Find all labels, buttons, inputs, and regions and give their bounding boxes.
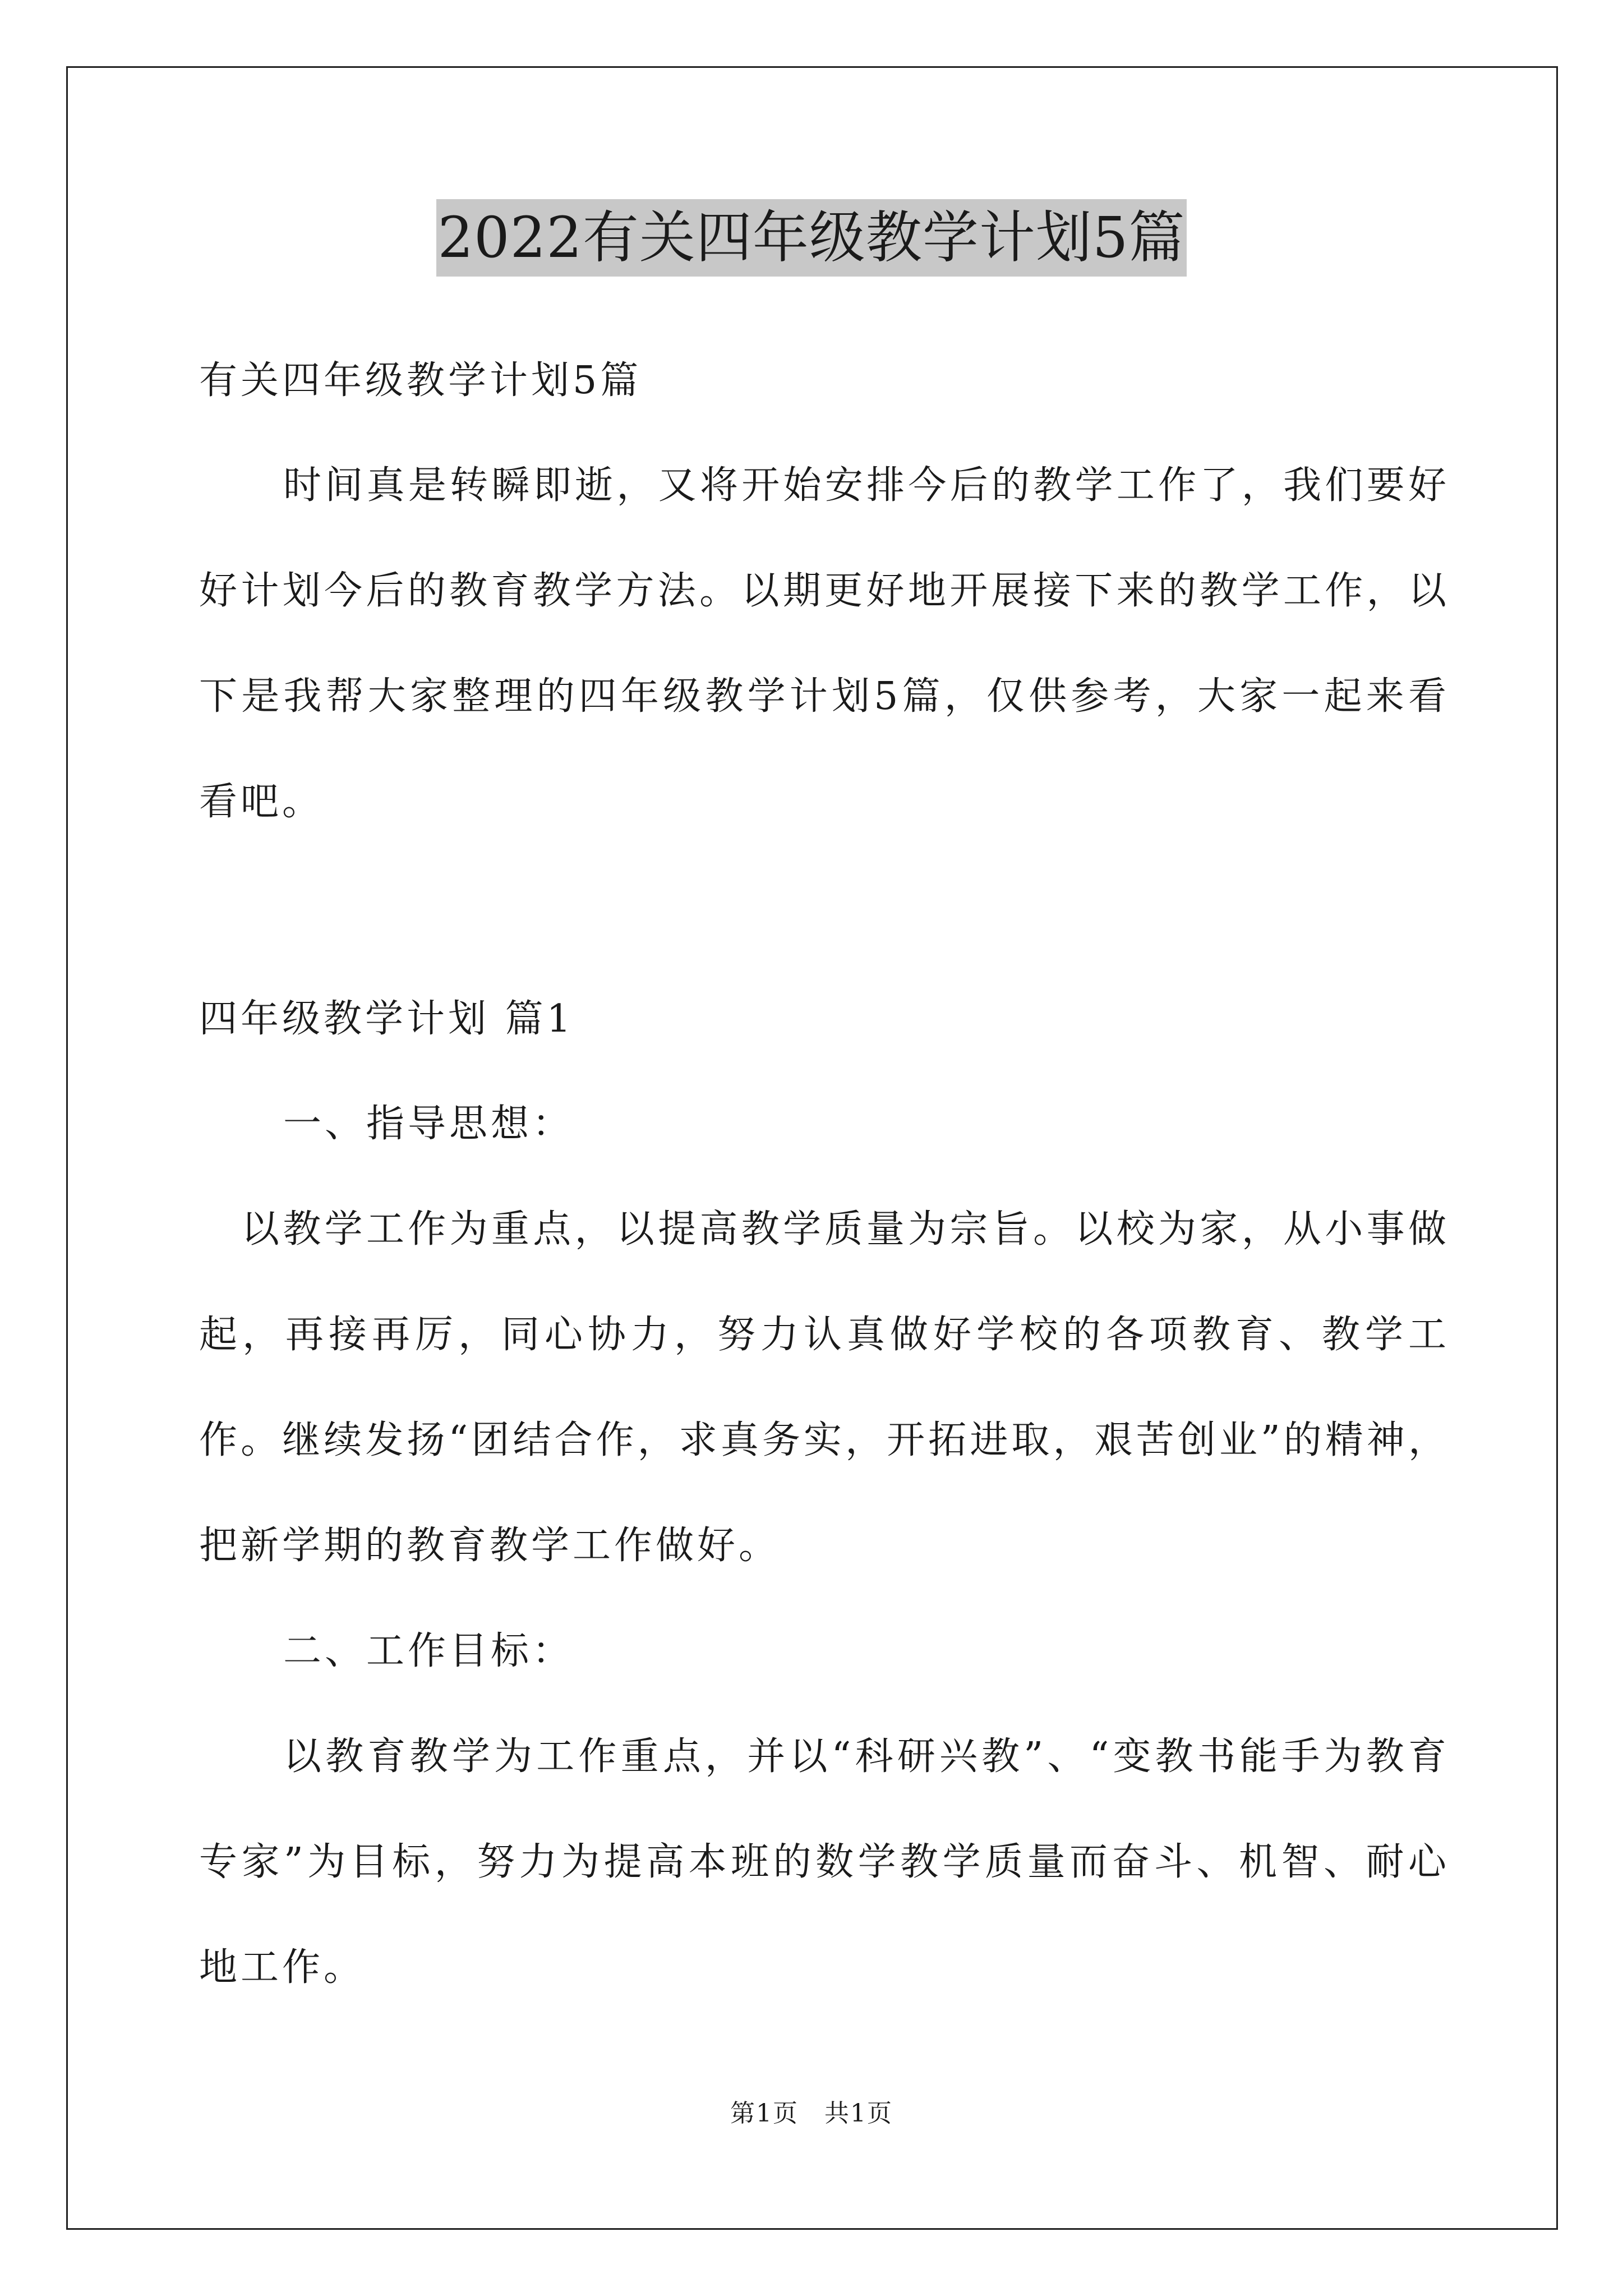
heading-work-goals: 二、工作目标： [283,1629,574,1673]
paragraph-guiding-ideology: 以教学工作为重点，以提高教学质量为宗旨。以校为家，从小事做起，再接再厉，同心协力，努力认真做好学校的各项教育、教学工作。继续发扬“团结合作，求真务实，开拓进取，艰苦创业”的精神，把新学期的教育教学工作做好。 [199,1207,1450,1568]
section-title: 四年级教学计划 篇1 [199,997,574,1041]
intro-paragraph: 时间真是转瞬即逝，又将开始安排今后的教学工作了，我们要好好计划今后的教育教学方法。以期更好地开展接下来的教学工作，以下是我帮大家整理的四年级教学计划5篇，仅供参考，大家一起来看看吧。 [199,463,1450,824]
document-subtitle: 有关四年级教学计划5篇 [199,358,642,403]
document-title: 2022有关四年级教学计划5篇 [436,199,1186,277]
paragraph-work-goals: 以教育教学为工作重点，并以“科研兴教”、“变教书能手为教育专家”为目标，努力为提高本班的数学教学质量而奋斗、机智、耐心地工作。 [199,1734,1450,1990]
heading-guiding-ideology: 一、指导思想： [283,1102,574,1146]
title-container [0,199,1623,277]
page-footer: 第1页 共1页 [730,2099,893,2128]
